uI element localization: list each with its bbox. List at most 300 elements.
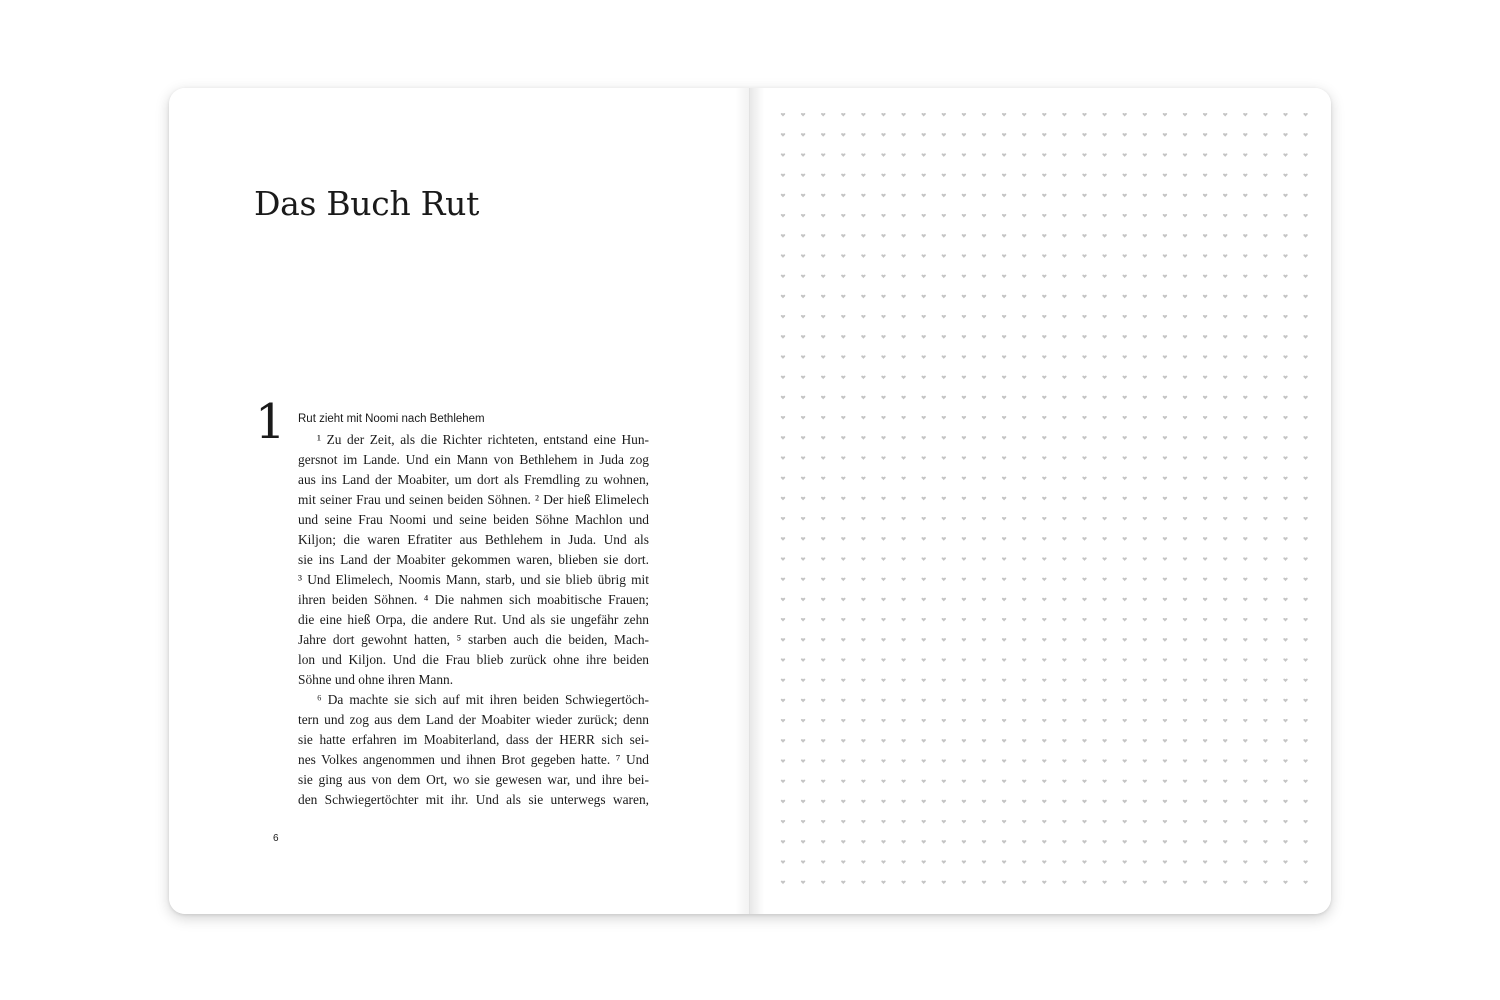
heart-dot	[1022, 759, 1026, 763]
heart-dot	[1042, 578, 1046, 582]
heart-dot	[1303, 416, 1307, 420]
heart-dot	[1303, 234, 1307, 238]
heart-dot	[1163, 719, 1167, 723]
heart-dot	[901, 335, 905, 339]
heart-dot	[1102, 578, 1106, 582]
heart-dot	[1022, 679, 1026, 683]
heart-dot	[982, 537, 986, 541]
heart-dot	[1102, 315, 1106, 319]
heart-dot	[1183, 800, 1187, 804]
heart-dot	[901, 416, 905, 420]
heart-dot	[821, 214, 825, 218]
heart-dot	[841, 416, 845, 420]
heart-dot	[982, 194, 986, 198]
heart-dot	[942, 598, 946, 602]
heart-dot	[1002, 254, 1006, 258]
heart-dot	[1123, 477, 1127, 481]
heart-dot	[1042, 881, 1046, 885]
heart-dot	[1303, 658, 1307, 662]
heart-dot	[1223, 739, 1227, 743]
heart-dot	[1102, 618, 1106, 622]
heart-dot	[1183, 517, 1187, 521]
heart-dot	[1283, 679, 1287, 683]
heart-dot	[781, 477, 785, 481]
heart-dot	[781, 295, 785, 299]
heart-dot	[1102, 194, 1106, 198]
heart-dot	[1062, 537, 1066, 541]
heart-dot	[1143, 537, 1147, 541]
heart-dot	[1123, 739, 1127, 743]
heart-dot	[881, 517, 885, 521]
heart-dot	[1223, 275, 1227, 279]
heart-dot	[1263, 194, 1267, 198]
heart-dot	[1243, 578, 1247, 582]
heart-dot	[881, 679, 885, 683]
heart-dot	[861, 638, 865, 642]
heart-dot	[1102, 214, 1106, 218]
heart-dot	[922, 416, 926, 420]
heart-dot	[881, 295, 885, 299]
heart-dot	[982, 335, 986, 339]
heart-dot	[1223, 578, 1227, 582]
heart-dot	[1022, 355, 1026, 359]
heart-dot	[1203, 860, 1207, 864]
heart-dot	[1303, 537, 1307, 541]
heart-dot	[1303, 840, 1307, 844]
heart-dot	[942, 436, 946, 440]
heart-dot	[1283, 598, 1287, 602]
heart-dot	[1223, 416, 1227, 420]
heart-dot	[1102, 719, 1106, 723]
heart-dot	[841, 719, 845, 723]
heart-dot	[781, 133, 785, 137]
heart-dot	[1303, 497, 1307, 501]
heart-dot	[962, 436, 966, 440]
heart-dot	[1223, 679, 1227, 683]
heart-dot-grid	[750, 88, 1331, 914]
heart-dot	[861, 234, 865, 238]
heart-dot	[1123, 840, 1127, 844]
heart-dot	[821, 800, 825, 804]
heart-dot	[881, 578, 885, 582]
heart-dot	[942, 456, 946, 460]
heart-dot	[1062, 881, 1066, 885]
heart-dot	[982, 456, 986, 460]
heart-dot	[962, 315, 966, 319]
heart-dot	[801, 153, 805, 157]
heart-dot	[1143, 840, 1147, 844]
heart-dot	[1062, 780, 1066, 784]
heart-dot	[982, 275, 986, 279]
heart-dot	[1143, 699, 1147, 703]
heart-dot	[1203, 719, 1207, 723]
heart-dot	[962, 416, 966, 420]
heart-dot	[1203, 820, 1207, 824]
heart-dot	[1062, 557, 1066, 561]
heart-dot	[1022, 396, 1026, 400]
heart-dot	[901, 436, 905, 440]
heart-dot	[1283, 113, 1287, 117]
heart-dot	[1002, 840, 1006, 844]
heart-dot	[801, 113, 805, 117]
heart-dot	[1203, 638, 1207, 642]
text-line: den Schwiegertöchter mit ihr. Und als sie unterwegs waren,	[298, 792, 649, 807]
heart-dot	[1143, 315, 1147, 319]
heart-dot	[1082, 315, 1086, 319]
gutter-shadow	[750, 88, 764, 914]
heart-dot	[942, 537, 946, 541]
heart-dot	[1183, 537, 1187, 541]
heart-dot	[1243, 840, 1247, 844]
heart-dot	[821, 194, 825, 198]
heart-dot	[821, 699, 825, 703]
heart-dot	[821, 254, 825, 258]
heart-dot	[1082, 739, 1086, 743]
heart-dot	[1203, 234, 1207, 238]
heart-dot	[1143, 376, 1147, 380]
heart-dot	[1243, 234, 1247, 238]
heart-dot	[841, 497, 845, 501]
heart-dot	[801, 557, 805, 561]
heart-dot	[1143, 355, 1147, 359]
heart-dot	[1022, 275, 1026, 279]
heart-dot	[881, 759, 885, 763]
heart-dot	[1163, 396, 1167, 400]
heart-dot	[1203, 881, 1207, 885]
heart-dot	[1303, 739, 1307, 743]
heart-dot	[881, 780, 885, 784]
heart-dot	[982, 719, 986, 723]
heart-dot	[942, 254, 946, 258]
heart-dot	[901, 456, 905, 460]
heart-dot	[1002, 598, 1006, 602]
heart-dot	[1263, 113, 1267, 117]
heart-dot	[1243, 355, 1247, 359]
heart-dot	[982, 396, 986, 400]
heart-dot	[1062, 477, 1066, 481]
heart-dot	[1082, 335, 1086, 339]
heart-dot	[922, 113, 926, 117]
heart-dot	[881, 739, 885, 743]
heart-dot	[801, 537, 805, 541]
heart-dot	[881, 820, 885, 824]
heart-dot	[1082, 396, 1086, 400]
heart-dot	[1123, 254, 1127, 258]
heart-dot	[1283, 820, 1287, 824]
heart-dot	[1263, 315, 1267, 319]
heart-dot	[1082, 658, 1086, 662]
heart-dot	[861, 275, 865, 279]
heart-dot	[1062, 113, 1066, 117]
heart-dot	[881, 477, 885, 481]
heart-dot	[1062, 820, 1066, 824]
heart-dot	[881, 557, 885, 561]
heart-dot	[942, 699, 946, 703]
heart-dot	[841, 699, 845, 703]
heart-dot	[982, 618, 986, 622]
heart-dot	[1223, 780, 1227, 784]
heart-dot	[1303, 699, 1307, 703]
heart-dot	[1022, 497, 1026, 501]
heart-dot	[962, 719, 966, 723]
heart-dot	[881, 456, 885, 460]
heart-dot	[922, 881, 926, 885]
heart-dot	[1203, 295, 1207, 299]
heart-dot	[962, 194, 966, 198]
heart-dot	[982, 578, 986, 582]
heart-dot	[1143, 719, 1147, 723]
heart-dot	[1203, 477, 1207, 481]
heart-dot	[962, 174, 966, 178]
heart-dot	[1062, 295, 1066, 299]
heart-dot	[861, 113, 865, 117]
heart-dot	[1163, 335, 1167, 339]
heart-dot	[1283, 759, 1287, 763]
heart-dot	[1143, 557, 1147, 561]
heart-dot	[1243, 315, 1247, 319]
heart-dot	[1203, 497, 1207, 501]
heart-dot	[982, 820, 986, 824]
heart-dot	[1143, 881, 1147, 885]
heart-dot	[922, 497, 926, 501]
heart-dot	[922, 456, 926, 460]
heart-dot	[962, 780, 966, 784]
heart-dot	[942, 800, 946, 804]
heart-dot	[861, 133, 865, 137]
heart-dot	[982, 598, 986, 602]
heart-dot	[1243, 214, 1247, 218]
heart-dot	[881, 376, 885, 380]
heart-dot	[1123, 355, 1127, 359]
heart-dot	[1203, 436, 1207, 440]
heart-dot	[1002, 658, 1006, 662]
heart-dot	[962, 881, 966, 885]
heart-dot	[1143, 436, 1147, 440]
heart-dot	[1002, 396, 1006, 400]
heart-dot	[1243, 881, 1247, 885]
heart-dot	[1022, 133, 1026, 137]
heart-dot	[962, 840, 966, 844]
heart-dot	[1062, 658, 1066, 662]
heart-dot	[1143, 295, 1147, 299]
heart-dot	[901, 355, 905, 359]
heart-dot	[1263, 133, 1267, 137]
heart-dot	[1223, 800, 1227, 804]
heart-dot	[1062, 436, 1066, 440]
heart-dot	[781, 396, 785, 400]
heart-dot	[1263, 436, 1267, 440]
heart-dot	[1123, 800, 1127, 804]
heart-dot	[1223, 759, 1227, 763]
heart-dot	[1303, 719, 1307, 723]
heart-dot	[942, 517, 946, 521]
heart-dot	[1263, 840, 1267, 844]
heart-dot	[1223, 699, 1227, 703]
heart-dot	[781, 881, 785, 885]
heart-dot	[1283, 618, 1287, 622]
heart-dot	[861, 759, 865, 763]
heart-dot	[801, 376, 805, 380]
heart-dot	[1243, 396, 1247, 400]
heart-dot	[861, 153, 865, 157]
heart-dot	[1263, 557, 1267, 561]
heart-dot	[1082, 254, 1086, 258]
heart-dot	[1002, 881, 1006, 885]
heart-dot	[922, 376, 926, 380]
heart-dot	[1223, 557, 1227, 561]
heart-dot	[1062, 153, 1066, 157]
heart-dot	[1203, 376, 1207, 380]
heart-dot	[861, 719, 865, 723]
heart-dot	[1263, 638, 1267, 642]
heart-dot	[861, 295, 865, 299]
heart-dot	[1243, 820, 1247, 824]
heart-dot	[881, 113, 885, 117]
heart-dot	[861, 214, 865, 218]
heart-dot	[1143, 194, 1147, 198]
heart-dot	[1243, 497, 1247, 501]
heart-dot	[821, 881, 825, 885]
heart-dot	[861, 194, 865, 198]
heart-dot	[942, 820, 946, 824]
heart-dot	[1042, 477, 1046, 481]
heart-dot	[801, 295, 805, 299]
heart-dot	[781, 800, 785, 804]
heart-dot	[1283, 860, 1287, 864]
heart-dot	[881, 719, 885, 723]
heart-dot	[801, 254, 805, 258]
heart-dot	[841, 376, 845, 380]
heart-dot	[942, 194, 946, 198]
text-line: sie ins Land der Moabiter gekommen waren, blieben sie dort.	[298, 552, 649, 567]
heart-dot	[1062, 456, 1066, 460]
heart-dot	[942, 719, 946, 723]
heart-dot	[821, 860, 825, 864]
heart-dot	[901, 820, 905, 824]
heart-dot	[1283, 456, 1287, 460]
heart-dot	[962, 658, 966, 662]
heart-dot	[901, 719, 905, 723]
heart-dot	[1002, 820, 1006, 824]
heart-dot	[922, 739, 926, 743]
heart-dot	[1303, 456, 1307, 460]
heart-dot	[1303, 679, 1307, 683]
heart-dot	[1283, 153, 1287, 157]
heart-dot	[1002, 800, 1006, 804]
heart-dot	[1163, 860, 1167, 864]
heart-dot	[841, 153, 845, 157]
heart-dot	[962, 739, 966, 743]
heart-dot	[1183, 860, 1187, 864]
heart-dot	[942, 679, 946, 683]
heart-dot	[1022, 477, 1026, 481]
heart-dot	[982, 759, 986, 763]
heart-dot	[982, 153, 986, 157]
heart-dot	[1223, 315, 1227, 319]
heart-dot	[1062, 315, 1066, 319]
heart-dot	[901, 840, 905, 844]
heart-dot	[881, 416, 885, 420]
heart-dot	[1002, 638, 1006, 642]
text-line: die eine hieß Orpa, die andere Rut. Und als sie ungefähr zehn	[298, 612, 649, 627]
heart-dot	[1062, 618, 1066, 622]
heart-dot	[841, 800, 845, 804]
heart-dot	[982, 699, 986, 703]
heart-dot	[861, 416, 865, 420]
heart-dot	[982, 497, 986, 501]
heart-dot	[1203, 759, 1207, 763]
heart-dot	[861, 658, 865, 662]
heart-dot	[1303, 638, 1307, 642]
heart-dot	[801, 335, 805, 339]
heart-dot	[841, 840, 845, 844]
heart-dot	[982, 840, 986, 844]
heart-dot	[1303, 578, 1307, 582]
heart-dot	[1263, 477, 1267, 481]
heart-dot	[861, 355, 865, 359]
heart-dot	[801, 275, 805, 279]
heart-dot	[1042, 800, 1046, 804]
heart-dot	[801, 477, 805, 481]
heart-dot	[861, 780, 865, 784]
heart-dot	[861, 557, 865, 561]
heart-dot	[1042, 275, 1046, 279]
heart-dot	[1143, 396, 1147, 400]
heart-dot	[1163, 295, 1167, 299]
heart-dot	[1042, 658, 1046, 662]
heart-dot	[1102, 376, 1106, 380]
heart-dot	[1002, 699, 1006, 703]
heart-dot	[881, 335, 885, 339]
heart-dot	[1183, 456, 1187, 460]
heart-dot	[1002, 376, 1006, 380]
heart-dot	[1022, 780, 1026, 784]
heart-dot	[962, 618, 966, 622]
heart-dot	[1223, 194, 1227, 198]
heart-dot	[1022, 598, 1026, 602]
heart-dot	[1243, 658, 1247, 662]
heart-dot	[1183, 759, 1187, 763]
heart-dot	[861, 477, 865, 481]
heart-dot	[1283, 214, 1287, 218]
heart-dot	[922, 194, 926, 198]
heart-dot	[1283, 396, 1287, 400]
heart-dot	[942, 295, 946, 299]
heart-dot	[1283, 275, 1287, 279]
heart-dot	[1263, 820, 1267, 824]
heart-dot	[922, 214, 926, 218]
heart-dot	[1143, 658, 1147, 662]
heart-dot	[1283, 699, 1287, 703]
text-line: ³ Und Elimelech, Noomis Mann, starb, und sie blieb übrig mit	[298, 572, 649, 587]
heart-dot	[1042, 759, 1046, 763]
heart-dot	[922, 557, 926, 561]
heart-dot	[1203, 214, 1207, 218]
heart-dot	[1243, 679, 1247, 683]
heart-dot	[821, 537, 825, 541]
heart-dot	[1042, 537, 1046, 541]
heart-dot	[1082, 699, 1086, 703]
heart-dot	[841, 436, 845, 440]
heart-dot	[982, 780, 986, 784]
heart-dot	[962, 254, 966, 258]
heart-dot	[901, 396, 905, 400]
heart-dot	[861, 537, 865, 541]
heart-dot	[901, 497, 905, 501]
heart-dot	[1123, 194, 1127, 198]
heart-dot	[781, 739, 785, 743]
heart-dot	[901, 598, 905, 602]
